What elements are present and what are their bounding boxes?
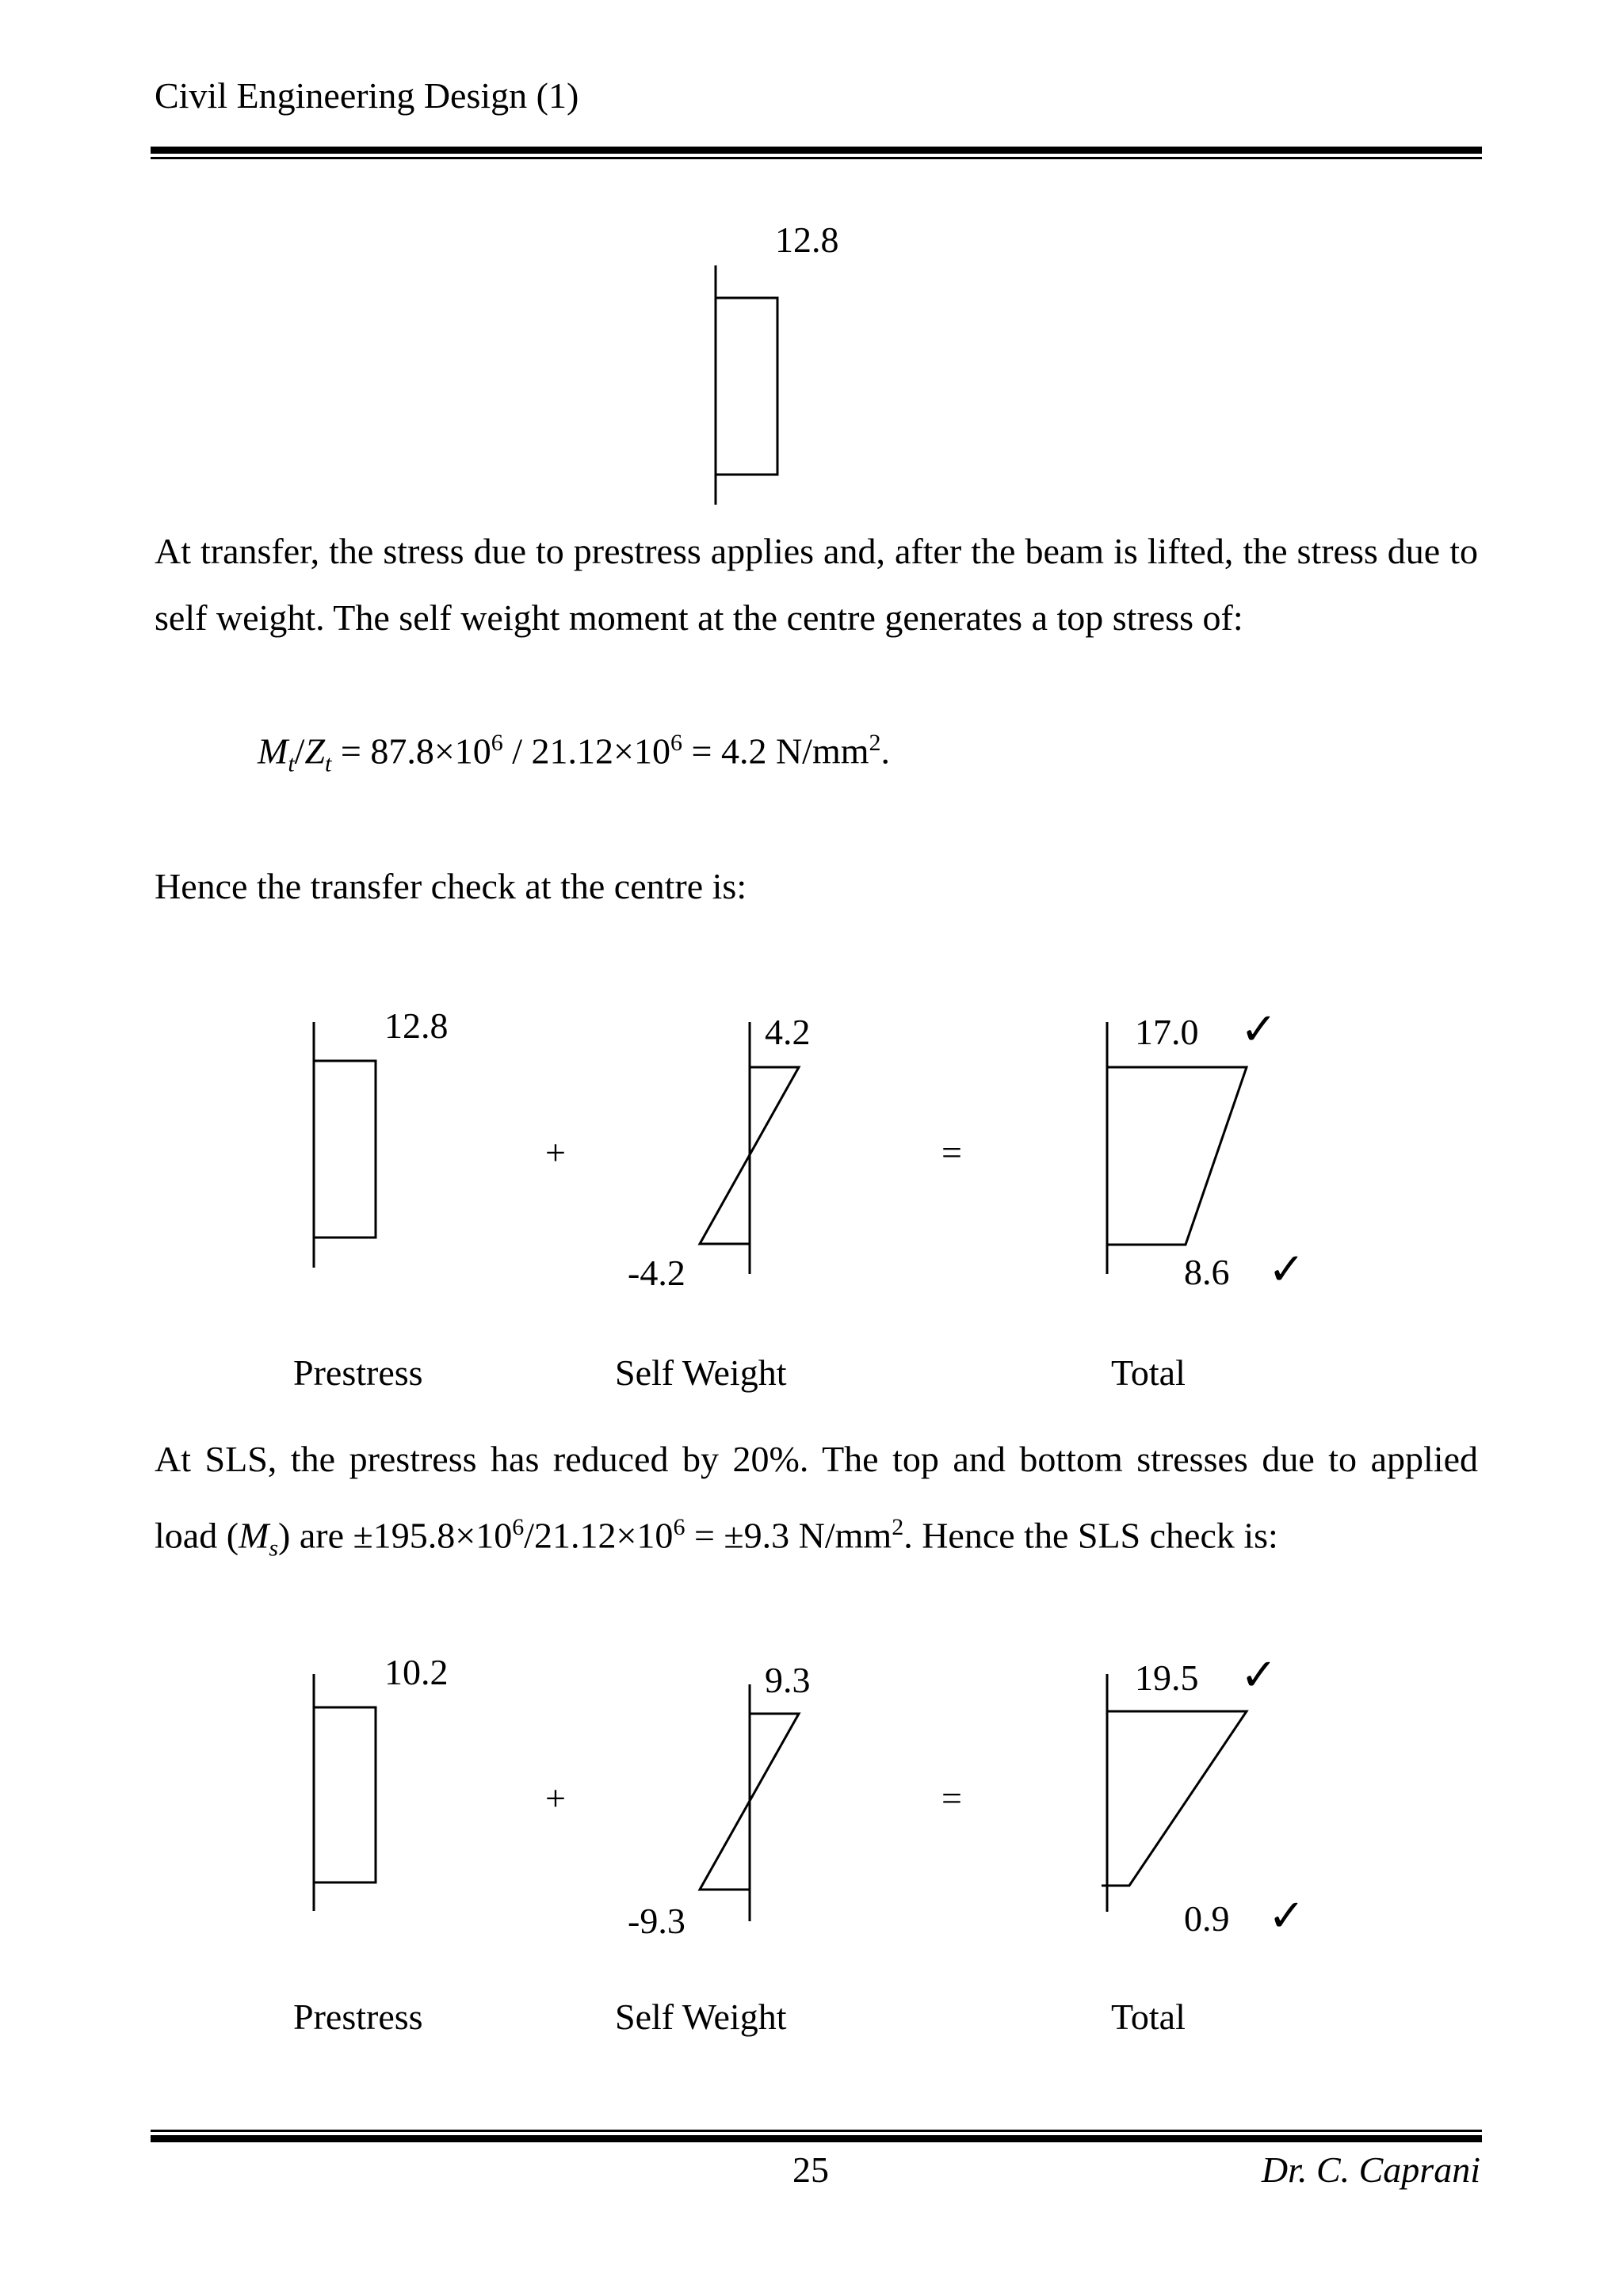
exponent: 6 [512, 1514, 525, 1540]
sls-total-top: 19.5 [1135, 1657, 1199, 1698]
sls-prestress-diagram [314, 1652, 449, 1911]
paragraph-transfer-check: Hence the transfer check at the centre is: [155, 866, 747, 906]
transfer-prestress-diagram [314, 1005, 449, 1268]
footer-author: Dr. C. Caprani [1261, 2149, 1480, 2190]
text-part: . Hence the SLS check is: [903, 1515, 1278, 1556]
sls-total-diagram [1102, 1651, 1305, 1941]
transfer-selfweight-top: 4.2 [765, 1012, 811, 1052]
paragraph-sls-line2 [155, 1494, 1478, 1582]
top-prestress-value: 12.8 [775, 219, 839, 260]
formula-moment-subscript: t [288, 750, 295, 777]
formula-part: = 87.8×10 [331, 730, 491, 772]
transfer-equals: = [941, 1132, 962, 1173]
text-part: /21.12×10 [524, 1515, 674, 1556]
moment-subscript: s [269, 1535, 279, 1562]
sls-top-check-icon: ✓ [1240, 1651, 1277, 1700]
formula-modulus-subscript: t [325, 750, 332, 777]
formula-moment-symbol: M [258, 730, 288, 772]
page-number: 25 [792, 2149, 829, 2190]
transfer-top-check-icon: ✓ [1240, 1005, 1277, 1055]
formula-part: . [880, 730, 891, 772]
formula-part: = 4.2 N/mm [682, 730, 869, 772]
transfer-prestress-top: 12.8 [384, 1005, 449, 1046]
transfer-caption-self-weight: Self Weight [615, 1352, 787, 1393]
paragraph-sls-line1: At SLS, the prestress has reduced by 20%. The top and bottom stresses due to applied [155, 1439, 1478, 1479]
sls-caption-prestress: Prestress [293, 1997, 423, 2037]
sls-applied-bottom: -9.3 [628, 1901, 685, 1941]
transfer-caption-total: Total [1111, 1352, 1186, 1393]
transfer-total-top: 17.0 [1135, 1012, 1199, 1052]
top-prestress-diagram [716, 219, 839, 505]
formula-self-weight-stress: $M_t/Z_t = 87.8\times 10^6 / 21.12\times 10^6 = 4.2$ $N/mm^2$. [258, 730, 891, 777]
sls-applied-diagram [628, 1660, 811, 1941]
sls-applied-top: 9.3 [765, 1660, 811, 1700]
text-part: ) are ±195.8×10 [278, 1515, 513, 1556]
footer-rule-thin [151, 2130, 1482, 2132]
sls-caption-total: Total [1111, 1997, 1186, 2037]
exponent: 2 [892, 1514, 904, 1540]
transfer-bottom-check-icon: ✓ [1268, 1245, 1305, 1295]
exponent: 6 [673, 1514, 685, 1540]
formula-exponent: 6 [491, 730, 503, 756]
sls-bottom-check-icon: ✓ [1268, 1892, 1305, 1941]
sls-total-bottom: 0.9 [1184, 1898, 1230, 1939]
formula-modulus-symbol: Z [304, 730, 326, 772]
sls-equals: = [941, 1778, 962, 1818]
footer-rule-thick [151, 2135, 1482, 2142]
header-title: Civil Engineering Design (1) [155, 75, 579, 116]
text-part: load ( [155, 1515, 239, 1556]
paragraph-transfer-intro: At transfer, the stress due to prestress applies and, after the beam is lifted, the stress due to self weight. The self weight moment at the centre generates a top stress of: [155, 531, 1478, 638]
transfer-caption-prestress: Prestress [293, 1352, 423, 1393]
transfer-selfweight-diagram [628, 1012, 811, 1293]
sls-prestress-top: 10.2 [384, 1652, 449, 1692]
sls-caption-self-weight: Self Weight [615, 1997, 787, 2037]
transfer-total-bottom: 8.6 [1184, 1252, 1230, 1292]
moment-symbol: M [239, 1515, 269, 1556]
formula-part: / 21.12×10 [502, 730, 671, 772]
formula-exponent: 6 [670, 730, 683, 756]
formula-exponent: 2 [869, 730, 881, 756]
transfer-total-diagram [1107, 1005, 1305, 1295]
transfer-plus: + [545, 1132, 566, 1173]
text-part: = ±9.3 N/mm [685, 1515, 892, 1556]
sls-plus: + [545, 1778, 566, 1818]
transfer-selfweight-bottom: -4.2 [628, 1253, 685, 1293]
